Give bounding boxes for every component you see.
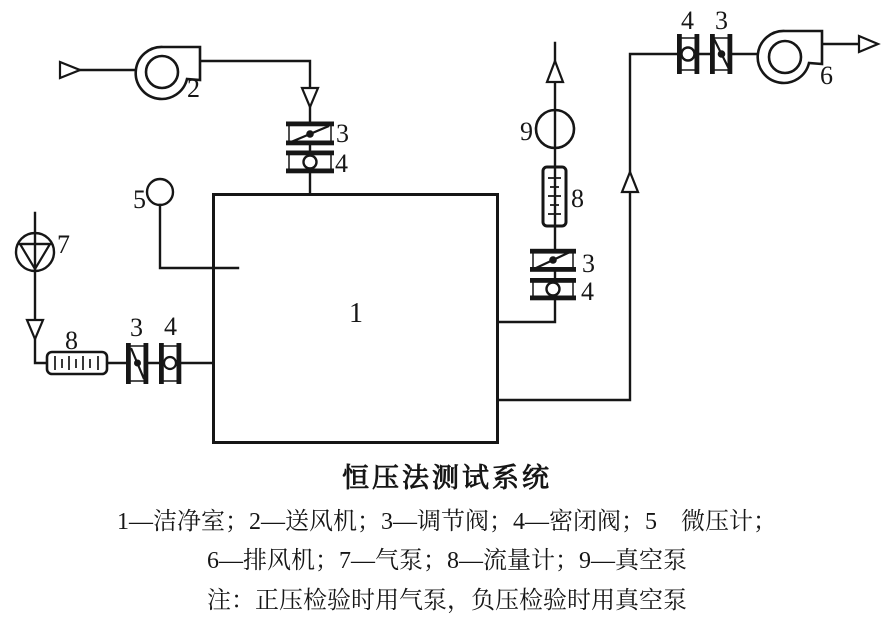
right-sealing-valve-symbol	[530, 278, 576, 300]
valve-ball	[682, 48, 695, 61]
valve-pivot	[306, 130, 314, 138]
label-supply-fan: 2	[187, 74, 200, 103]
label-air-pump: 7	[57, 230, 70, 259]
micromanometer-symbol	[147, 179, 173, 205]
valve-ball	[304, 156, 317, 169]
diagram-title: 恒压法测试系统	[342, 463, 552, 493]
valve-pivot	[134, 360, 141, 367]
outlet-arrow-icon	[859, 36, 878, 52]
label-micromanometer: 5	[133, 185, 146, 214]
valve-flange	[126, 343, 131, 384]
label-right-flowmeter: 8	[571, 184, 584, 213]
valve-flange	[286, 122, 334, 127]
label-left-flowmeter: 8	[65, 326, 78, 355]
valve-ball	[547, 283, 560, 296]
label-topright-valve-regulating: 3	[715, 6, 728, 35]
valve-flange	[177, 343, 182, 384]
label-left-valve-sealing: 4	[164, 312, 177, 341]
legend-line-2: 6—排风机；7—气泵；8—流量计；9—真空泵	[207, 548, 687, 574]
up-arrow-vent-icon	[547, 61, 563, 82]
inlet-arrow-icon	[60, 62, 80, 78]
valve-pivot	[549, 256, 557, 264]
valve-ball	[164, 357, 176, 369]
left-sealing-valve-symbol	[159, 343, 181, 384]
label-vacuum-pump: 9	[520, 117, 533, 146]
label-topright-valve-sealing: 4	[681, 6, 694, 35]
label-cleanroom: 1	[349, 298, 363, 329]
up-arrow-exhaust-icon	[622, 172, 638, 192]
pipe-micromanometer-to-box	[160, 205, 238, 268]
label-right-valve-regulating: 3	[582, 249, 595, 278]
topright-regulating-valve-symbol	[710, 34, 732, 74]
label-left-valve-regulating: 3	[130, 313, 143, 342]
legend-line-1: 1—洁净室；2—送风机；3—调节阀；4—密闭阀；5 微压计；	[117, 509, 777, 535]
right-regulating-valve-symbol	[530, 249, 576, 272]
label-exhaust-fan: 6	[820, 61, 833, 90]
valve-pivot	[718, 50, 726, 58]
label-right-valve-sealing: 4	[581, 277, 594, 306]
pipe-box-to-exhaust	[498, 54, 760, 400]
topright-sealing-valve-symbol	[677, 34, 699, 74]
top-regulating-valve-symbol	[286, 122, 334, 146]
fan6-housing	[758, 31, 822, 83]
down-arrow-airpump-icon	[27, 320, 43, 339]
label-top-valve-sealing: 4	[335, 149, 348, 178]
down-arrow-top-icon	[302, 88, 318, 107]
note-line: 注：正压检验时用气泵，负压检验时用真空泵	[207, 588, 687, 614]
label-top-valve-regulating: 3	[336, 119, 349, 148]
left-regulating-valve-symbol	[126, 343, 148, 384]
left-flowmeter-symbol	[47, 352, 107, 374]
exhaust-fan-symbol	[758, 31, 822, 83]
top-sealing-valve-symbol	[286, 151, 334, 174]
